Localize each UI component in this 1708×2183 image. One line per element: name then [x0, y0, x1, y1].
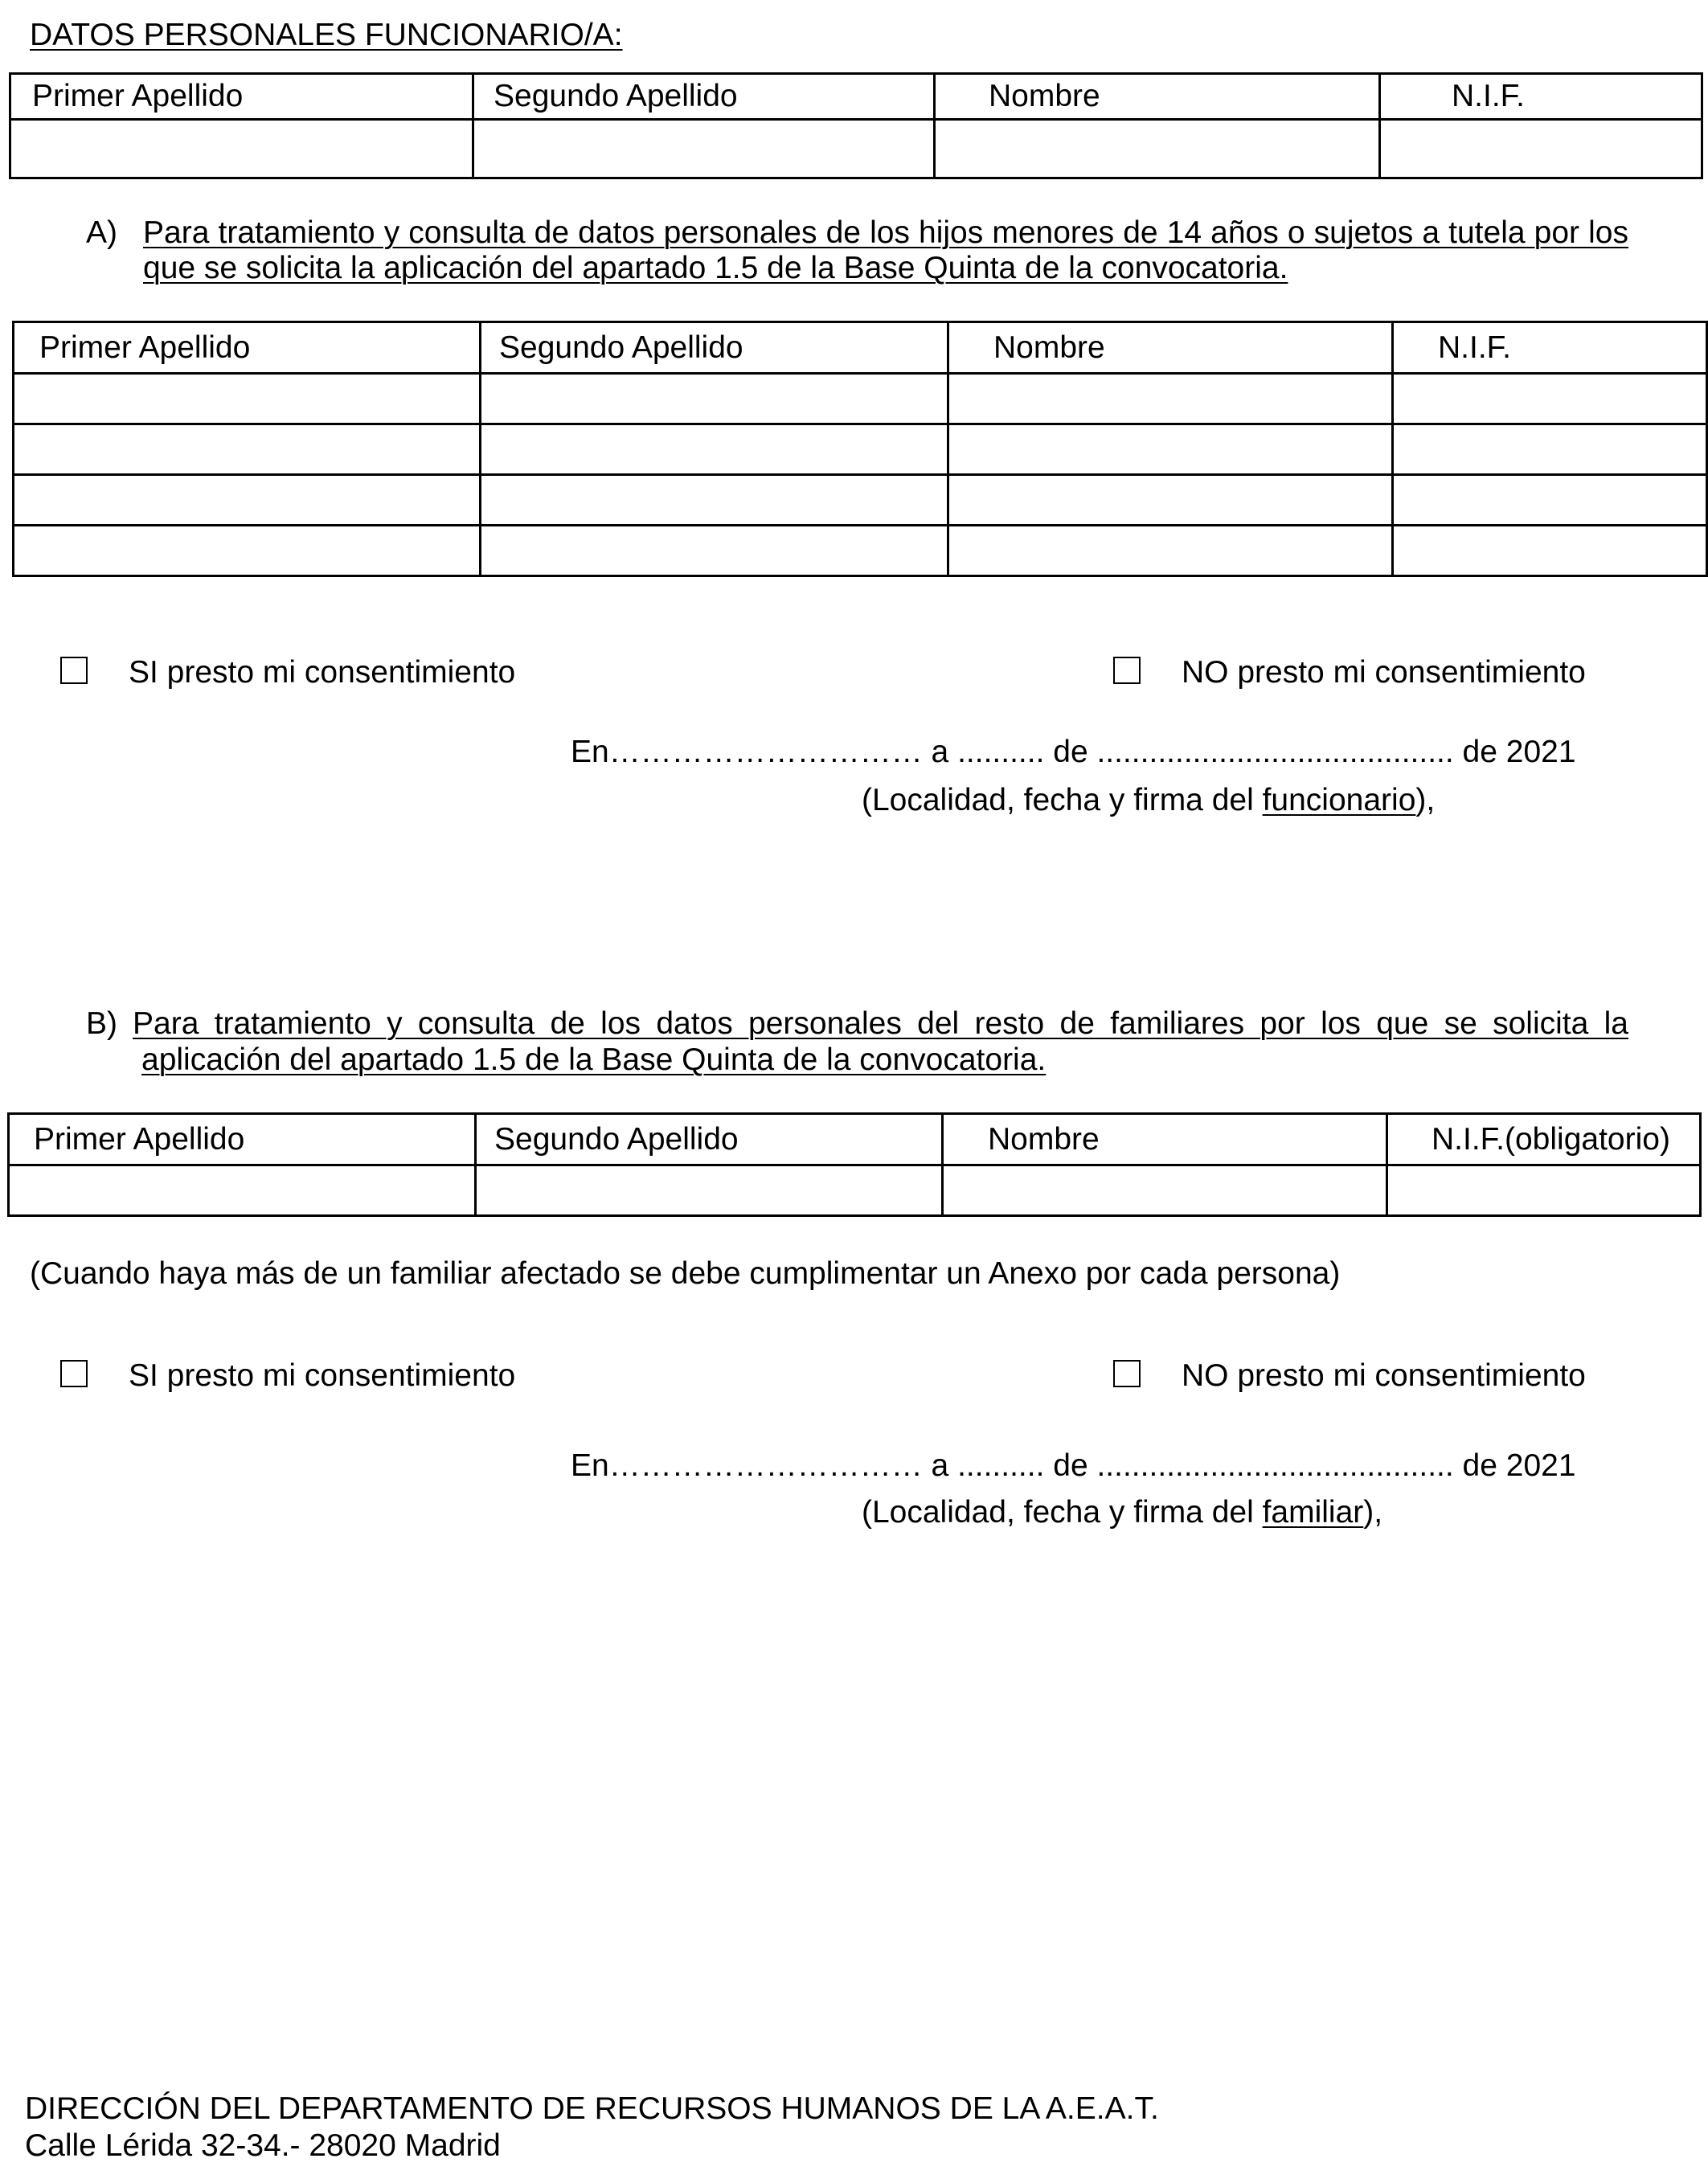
- section-a-text-line1: Para tratamiento y consulta de datos personales de los hijos menores de 14 años o sujetos a tutela por los: [143, 215, 1628, 250]
- consent-yes-label: SI presto mi consentimiento: [129, 655, 516, 690]
- field-nombre[interactable]: [948, 475, 1393, 526]
- header-nombre: Nombre: [948, 322, 1393, 374]
- field-primer-apellido[interactable]: [9, 1165, 476, 1216]
- funcionario-section-title: DATOS PERSONALES FUNCIONARIO/A:: [30, 18, 623, 52]
- consent-no-label: NO presto mi consentimiento: [1182, 1358, 1586, 1393]
- field-primer-apellido[interactable]: [14, 475, 481, 526]
- funcionario-table: [9, 72, 1703, 179]
- section-a-table: [12, 321, 1708, 577]
- field-nif[interactable]: [1393, 475, 1707, 526]
- field-nombre[interactable]: [948, 424, 1393, 475]
- section-b-text-line2: aplicación del apartado 1.5 de la Base Quinta de la convocatoria.: [141, 1042, 1047, 1077]
- field-nombre[interactable]: [948, 374, 1393, 424]
- section-a-marker: A): [86, 215, 117, 250]
- field-primer-apellido[interactable]: [14, 424, 481, 475]
- section-b-marker: B): [86, 1006, 117, 1041]
- consent-no-label: NO presto mi consentimiento: [1182, 655, 1586, 690]
- date-line: En………………………… a .......... de ......................................... de 2021: [571, 1448, 1576, 1483]
- header-primer-apellido: Primer Apellido: [10, 74, 473, 120]
- section-b-table: [7, 1112, 1702, 1217]
- field-primer-apellido[interactable]: [14, 526, 481, 576]
- footer-department: DIRECCIÓN DEL DEPARTAMENTO DE RECURSOS HUMANOS DE LA A.E.A.T.: [25, 2091, 1159, 2126]
- signature-caption-prefix: (Localidad, fecha y firma del: [862, 1495, 1263, 1530]
- header-nombre: Nombre: [943, 1114, 1387, 1165]
- signature-caption-suffix: ),: [1415, 783, 1436, 817]
- field-segundo-apellido[interactable]: [481, 526, 948, 576]
- header-primer-apellido: Primer Apellido: [9, 1114, 476, 1165]
- signature-caption: [862, 1495, 1382, 1530]
- signature-caption-role: familiar: [1262, 1495, 1364, 1530]
- header-nif: N.I.F.(obligatorio): [1387, 1114, 1701, 1165]
- field-segundo-apellido[interactable]: [481, 424, 948, 475]
- header-nombre: Nombre: [935, 74, 1380, 120]
- consent-no-checkbox[interactable]: [1113, 1360, 1141, 1387]
- header-segundo-apellido: Segundo Apellido: [476, 1114, 943, 1165]
- field-segundo-apellido[interactable]: [476, 1165, 943, 1216]
- section-b-note: (Cuando haya más de un familiar afectado se debe cumplimentar un Anexo por cada persona): [30, 1256, 1341, 1291]
- header-primer-apellido: Primer Apellido: [14, 322, 481, 374]
- signature-caption-role: funcionario: [1262, 783, 1416, 817]
- header-nif: N.I.F.: [1380, 74, 1702, 120]
- field-nombre[interactable]: [943, 1165, 1387, 1216]
- signature-caption: [862, 783, 1435, 818]
- consent-yes-checkbox[interactable]: [60, 1360, 88, 1387]
- section-a-text-line2: que se solicita la aplicación del apartado 1.5 de la Base Quinta de la convocatoria.: [143, 251, 1288, 285]
- header-nif: N.I.F.: [1393, 322, 1707, 374]
- header-segundo-apellido: Segundo Apellido: [473, 74, 935, 120]
- signature-caption-prefix: (Localidad, fecha y firma del: [862, 783, 1263, 817]
- field-nif[interactable]: [1393, 424, 1707, 475]
- section-b-text-line1: Para tratamiento y consulta de los datos personales del resto de familiares por los que se solicita la: [133, 1006, 1628, 1041]
- consent-yes-label: SI presto mi consentimiento: [129, 1358, 516, 1393]
- field-nif[interactable]: [1393, 526, 1707, 576]
- consent-no-checkbox[interactable]: [1113, 657, 1141, 684]
- field-nif[interactable]: [1387, 1165, 1701, 1216]
- field-segundo-apellido[interactable]: [481, 475, 948, 526]
- field-nif[interactable]: [1380, 120, 1702, 178]
- field-segundo-apellido[interactable]: [481, 374, 948, 424]
- field-segundo-apellido[interactable]: [473, 120, 935, 178]
- signature-caption-suffix: ),: [1363, 1495, 1383, 1530]
- field-nombre[interactable]: [935, 120, 1380, 178]
- date-line: En………………………… a .......... de ......................................... de 2021: [571, 735, 1576, 769]
- footer-address: Calle Lérida 32-34.- 28020 Madrid: [25, 2128, 501, 2163]
- field-nif[interactable]: [1393, 374, 1707, 424]
- field-nombre[interactable]: [948, 526, 1393, 576]
- field-primer-apellido[interactable]: [14, 374, 481, 424]
- header-segundo-apellido: Segundo Apellido: [481, 322, 948, 374]
- consent-yes-checkbox[interactable]: [60, 657, 88, 684]
- field-primer-apellido[interactable]: [10, 120, 473, 178]
